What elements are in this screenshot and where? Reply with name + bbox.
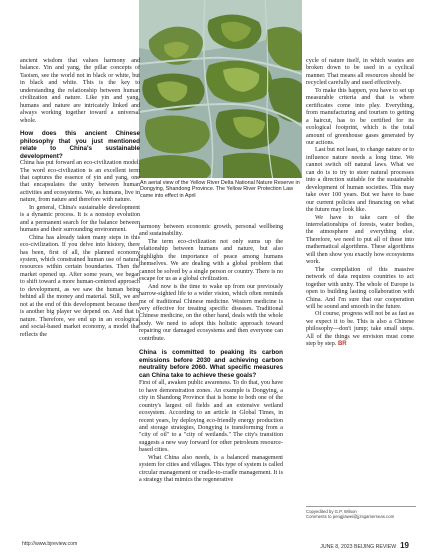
comments-email-line: Comments to pengjiawei@jjzsgamerseas.com [306, 514, 395, 520]
article-paragraph: cycle of nature itself, in which wastes are broken down to be used in a cyclical manner. That means all resources should be recycled carefully and used effectively. [306, 58, 414, 87]
article-paragraph: We have to take care of the interrelationships of forests, water bodies, the atmosphere and everything else. Therefore, we need to put all of these into mathematical algorithms. These algorithms will then show you exactly how ecosystems work. [306, 214, 414, 266]
article-paragraph: To make this happen, you have to set up measurable criteria and that is where certificates come into play. Everything, from manufacturing and tourism to getting a haircut, has to be certified for its ecological footprint, which is the total amount of greenhouse gases generated by our actions. [306, 87, 414, 146]
aerial-wetland-illustration [139, 0, 302, 208]
article-paragraph: China has put forward an eco-civilization model. The word eco-civilization is an excellent term that captures the essence of yin and yang, one that encapsulates the unity between human activities and ecosystems. We, as humans, live in nature, from nature and therefore with nature. [20, 160, 140, 204]
interview-question: How does this ancient Chinese philosophy that you just mentioned relate to China's sustainable development? [20, 130, 140, 160]
article-paragraph: And now is the time to wake up from our previously narrow-sighted life to a wider vision, which often reminds me of traditional Chinese medicine. Western medicine is very effective for treating specific diseases. Traditional Chinese medicine, on the other hand, deals with the whole body. We need to adopt this holistic approach toward repairing our damaged ecosystems and then everyone can contribute. [139, 283, 283, 342]
article-paragraph: In general, China's sustainable development is a dynamic process. It is a nonstop evolution and a permanent search for the balance between humans and their surrounding environment. [20, 204, 140, 234]
article-paragraph: harmony between economic growth, personal wellbeing and sustainability. [139, 224, 283, 238]
article-paragraph: What China also needs, is a balanced management system for cities and villages. This type of system is called circular management or cradle-to-cradle management. It is a strategy that mimics the regenerative [139, 454, 283, 484]
article-paragraph: ancient wisdom that values harmony and balance. Yin and yang, the pillar concepts of Taoism, see the world not in black or white, but in black and white. This is the key to understanding the relationship between human civilization and nature. Like yin and yang, humans and nature are intricately linked and always working together toward a universal whole. [20, 58, 140, 124]
article-paragraph: First of all, awaken public awareness. To do that, you have to have demonstration zones. An example is Dongying, a city in Shandong Province that is home to both one of the country's largest oil fields and an extensive wetland ecosystem. According to an article in Global Times, in recent years, by deploying eco-friendly energy production and storage strategies, Dongying is transforming from a "city of oil" to a "city of wetlands." The city's transition suggests a new way forward for other petroleum resource-based cities. [139, 380, 283, 454]
page-number: 19 [400, 541, 409, 550]
aerial-photo-yellow-river-delta [139, 0, 302, 208]
footer-website-url[interactable]: http://www.bjreview.com [22, 541, 78, 547]
article-paragraph: Of course, progress will not be as fast as we expect it to be. This is also a Chinese philosophy—don't jump; take small steps. All of the things we envision must come step by step. BR [306, 311, 414, 348]
article-column-2 [139, 224, 283, 485]
photo-caption: An aerial view of the Yellow River Delta National Nature Reserve in Dongying, Shandong Province. The Yellow River Protection Law came into effect in April [140, 180, 300, 199]
article-paragraph: The compilation of this massive network of data requires countries to act together with unity. The whole of Europe is open to building lasting collaboration with China. And I'm sure that our cooperation will be sound and smooth in the future. [306, 266, 414, 310]
copyedit-credit-line: Copyedited by G.P. Wilson [306, 509, 357, 514]
end-of-article-mark: BR [336, 341, 347, 348]
copyedit-credit [306, 506, 416, 520]
article-column-3 [306, 58, 414, 349]
article-paragraph: The term eco-civilization not only sums up the relationship between humans and nature, but also highlights the importance of peace among humans themselves. We are dealing with a global problem that cannot be solved by a single person or country. There is no escape for us as a global civilization. [139, 238, 283, 283]
article-column-1 [20, 58, 140, 339]
article-paragraph: Last but not least, to change nature or to influence nature needs a long time. We cannot switch off natural laws. What we can do is to try to steer natural processes into a direction suitable for the sustainable development of human societies. This may take over 100 years. But we have to base our current policies and financing on what the future may look like. [306, 147, 414, 214]
footer-issue-info [320, 541, 409, 550]
footer-issue-date: JUNE 8, 2023 BEIJING REVIEW [320, 544, 397, 550]
article-paragraph: China has already taken many steps in this eco-civilization. If you delve into history, there has been, first of all, the planned economy system, which constrained human use of natural resources within certain boundaries. Then the market opened up. After some years, we began to shift toward a more human-centered approach to development, as we saw the human being behind all the money and material. Still, we are not at the end of this development because there is another big player we depend on. And that is nature. Therefore, we end up in an ecological and social-based market economy, a model that reflects the [20, 234, 140, 338]
interview-question: China is committed to peaking its carbon emissions before 2030 and achieving carbon neutrality before 2060. What specific measures can China take to achieve these goals? [139, 349, 283, 379]
